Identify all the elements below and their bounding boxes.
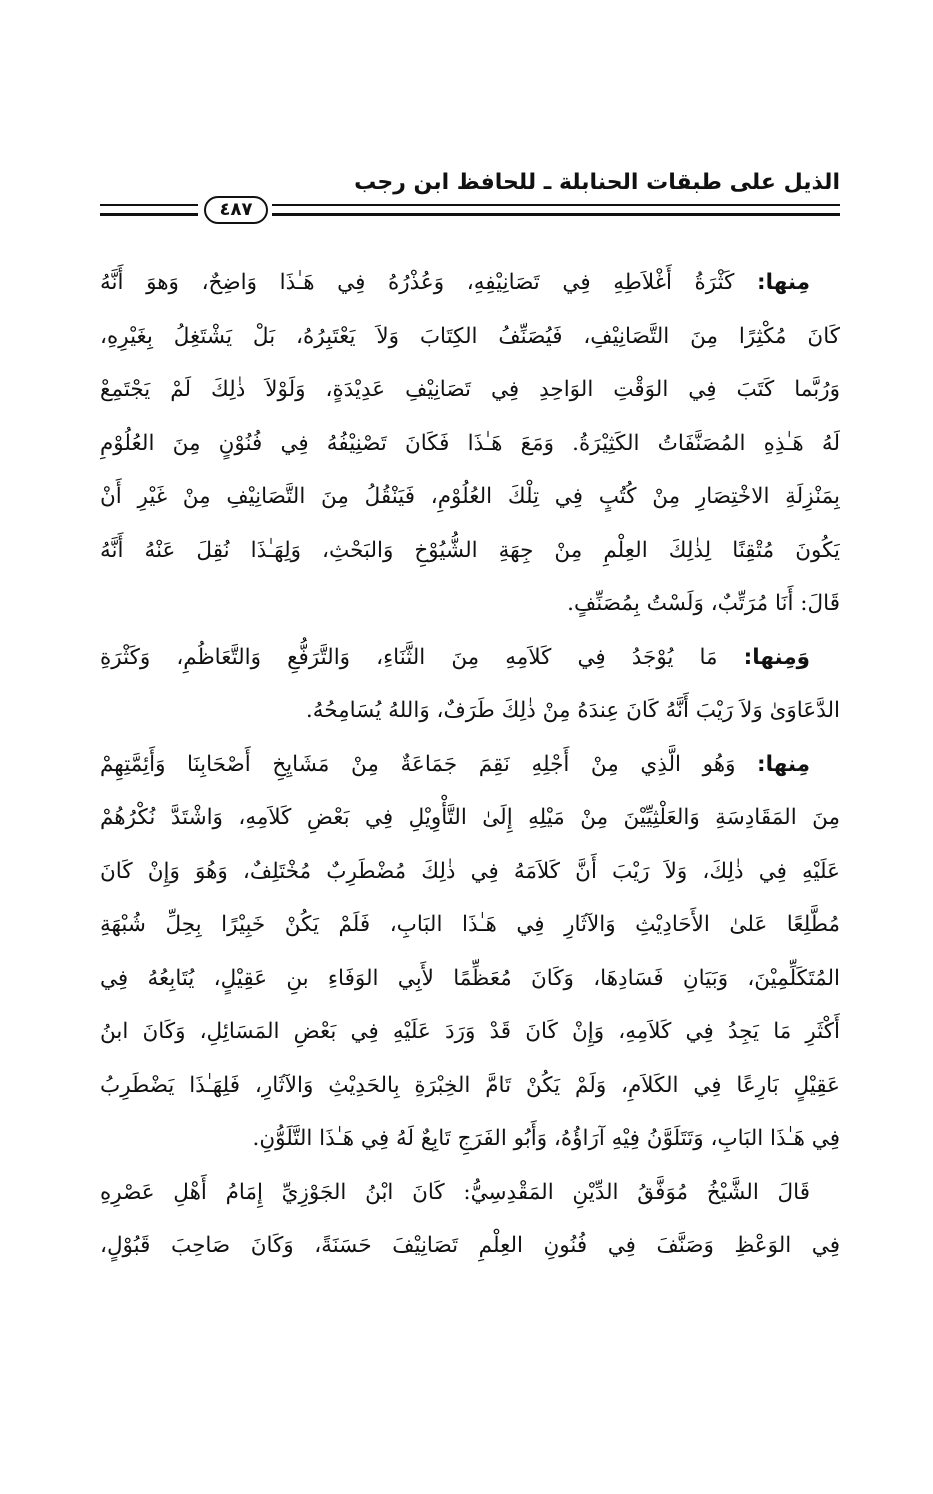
text-line (100, 256, 840, 310)
running-header: الذيل على طبقات الحنابلة ـ للحافظ ابن رجب (354, 170, 840, 195)
text-line: بِمَنْزِلَةِ الاخْتِصَارِ مِنْ كُتُبٍ فِي تِلْكَ العُلُوْمِ، فَيَنْقُلُ مِنَ التَّصَانِيْفِ مِنْ غَيْرِ أَنْ (100, 484, 840, 509)
text-line (100, 738, 840, 792)
text-line: وَرُبَّما كَتَبَ فِي الوَقْتِ الوَاحِدِ فِي تَصَانِيْفِ عَدِيْدَةٍ، وَلَوْلاَ ذٰلِكَ لَمْ يَجْتَمِعْ (100, 377, 840, 402)
text-line: لَهُ هَـٰذِهِ المُصَنَّفَاتُ الكَثِيْرَةُ. وَمَعَ هَـٰذَا فَكَانَ تَصْنِيْفُهُ فِي فُنُوْنٍ مِنَ العُلُوْمِ (100, 430, 840, 456)
header-rule (100, 196, 840, 226)
paragraph (100, 738, 840, 1166)
body-text (100, 256, 840, 1273)
text-line: كَانَ مُكْثِرًا مِنَ التَّصَانِيْفِ، فَيُصَنِّفُ الكِتَابَ وَلاَ يَعْتَبِرُهُ، بَلْ يَشْتَغِلُ بِغَيْرِهِ، (100, 323, 840, 349)
text-line: مُطَّلِعًا عَلىٰ الأَحَادِيْثِ وَالآثَارِ فِي هَـٰذَا البَابِ، فَلَمْ يَكُنْ خَبِيْرًا بِحِلِّ شُبْهَةِ (100, 912, 840, 937)
text-line: فِي الوَعْظِ وَصَنَّفَ فِي فُنُونِ العِلْمِ تَصَانِيْفَ حَسَنَةً، وَكَانَ صَاحِبَ قَبُوْلٍ، (100, 1233, 840, 1258)
paragraph-lead: وَمِنها: (743, 644, 810, 670)
text-line: مِنَ المَقَادِسَةِ وَالعَلْثِيِّيْنَ مِنْ مَيْلِهِ إِلَىٰ التَّأْوِيْلِ فِي بَعْضِ كَلاَمِهِ، وَاشْتَدَّ نُكْرُهُمْ (100, 805, 840, 830)
paragraph-lead: مِنها: (757, 270, 810, 295)
line-text: مَا يُوْجَدُ فِي كَلاَمِهِ مِنَ الثَّنَاءِ، وَالتَّرَفُّعِ وَالتَّعَاظُمِ، وَكَثْرَةِ (100, 644, 718, 670)
text-line: يَكُونَ مُتْقِنًا لِذٰلِكَ العِلْمِ مِنْ جِهَةِ الشُّيُوْخِ وَالبَحْثِ، وَلِهَـٰذَا نُقِلَ عَنْهُ أَنَّهُ (100, 537, 840, 563)
text-line (100, 631, 840, 685)
text-line: قَالَ الشَّيْخُ مُوَفَّقُ الدِّيْنِ المَقْدِسِيُّ: كَانَ ابْنُ الجَوْزِيِّ إِمَامُ أَهْلِ عَصْرِهِ (100, 1179, 810, 1205)
paragraph (100, 1166, 840, 1273)
text-line: المُتَكَلِّمِيْنَ، وَبَيَانِ فَسَادِهَا، وَكَانَ مُعَظِّمًا لأَبِي الوَفَاءِ بنِ عَقِيْلٍ، يُتَابِعُهُ فِي (100, 965, 840, 991)
text-line: أَكْثَرِ مَا يَجِدُ فِي كَلاَمِهِ، وَإِنْ كَانَ قَدْ وَرَدَ عَلَيْهِ فِي بَعْضِ المَسَائِلِ، وَكَانَ ابنُ (100, 1019, 840, 1044)
page-number: ٤٨٧ (204, 196, 268, 224)
paragraph (100, 631, 840, 738)
rule-left (100, 204, 198, 216)
paragraph (100, 256, 840, 631)
paragraph-lead: مِنها: (757, 751, 810, 777)
rule-right (272, 204, 840, 216)
line-text: كَثْرَةُ أَغْلاَطِهِ فِي تَصَانِيْفِهِ، وَعُذْرُهُ فِي هَـٰذَا وَاضِحٌ، وَهوَ أَنَّهُ (100, 270, 735, 295)
text-line: قَالَ: أَنَا مُرَتِّبٌ، وَلَسْتُ بِمُصَنِّفٍ. (567, 591, 840, 616)
text-line: عَقِيْلٍ بَارِعًا فِي الكَلاَمِ، وَلَمْ يَكُنْ تَامَّ الخِبْرَةِ بِالحَدِيْثِ وَالآثَارِ، فَلِهَـٰذَا يَضْطَرِبُ (100, 1072, 840, 1098)
line-text: وَهُو الَّذِي مِنْ أَجْلِهِ نَقِمَ جَمَاعَةٌ مِنْ مَشَايِخِ أَصْحَابِنَا وَأَئِمَّتِهِمْ (100, 751, 736, 777)
text-line: فِي هَـٰذَا البَابِ، وَتَتَلَوَّنُ فِيْهِ آرَاؤُهُ، وَأَبُو الفَرَجِ تَابِعٌ لَهُ فِي هَـٰذَا التَّلَوُّنِ. (252, 1126, 840, 1151)
text-line: عَلَيْهِ فِي ذٰلِكَ، وَلاَ رَيْبَ أَنَّ كَلاَمَهُ فِي ذٰلِكَ مُضْطَرِبٌ مُخْتَلِفٌ، وَهُوَ وَإِنْ كَانَ (100, 858, 840, 884)
text-line: الدَّعَاوَىٰ وَلاَ رَيْبَ أَنَّهُ كَانَ عِندَهُ مِنْ ذٰلِكَ طَرَفٌ، وَاللهُ يُسَامِحُهُ. (305, 698, 840, 723)
